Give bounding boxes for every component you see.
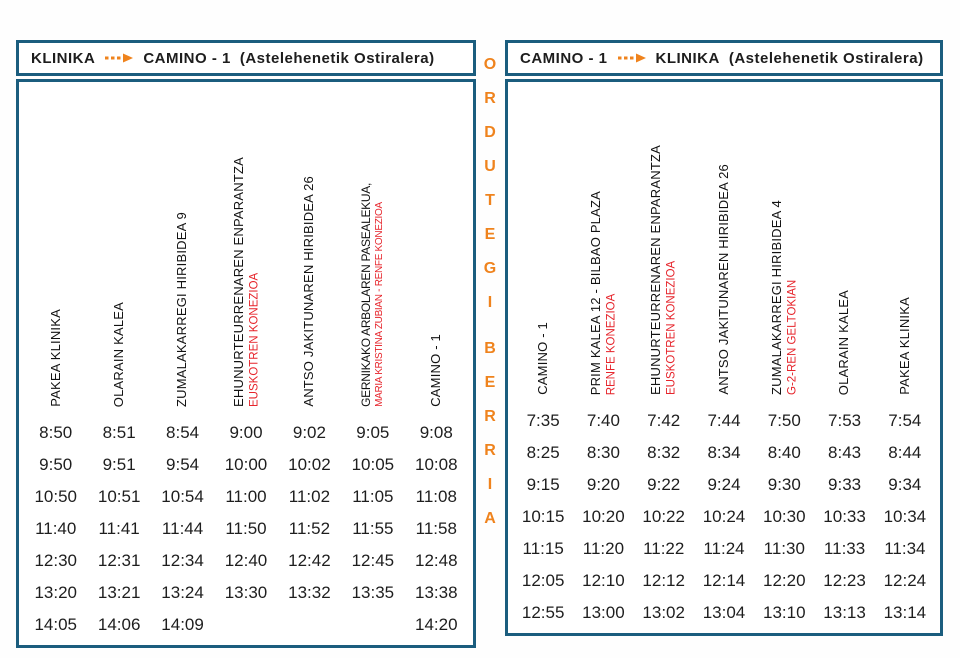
banner-letter: I xyxy=(487,294,493,311)
stop-name: ANTSO JAKITUNAREN HIRIBIDEA 26 xyxy=(715,164,731,395)
route-from: KLINIKA xyxy=(31,49,96,67)
stops-header-row xyxy=(24,88,468,417)
departure-rows xyxy=(513,405,935,629)
time-cell: 13:30 xyxy=(224,583,268,602)
time-cell: 12:14 xyxy=(702,571,746,590)
time-cell: 7:40 xyxy=(586,411,620,430)
time-cell: 12:40 xyxy=(224,551,268,570)
banner-letter: T xyxy=(485,192,495,209)
time-cell: 8:40 xyxy=(767,443,801,462)
time-cell: 11:15 xyxy=(522,539,564,558)
stop-label xyxy=(648,145,679,395)
time-cell: 10:54 xyxy=(161,487,204,506)
stop-connection-note: G-2-REN GELTOKIAN xyxy=(786,279,799,395)
time-cell: 8:34 xyxy=(707,443,741,462)
time-cell: 13:14 xyxy=(883,603,927,622)
timetable-row xyxy=(24,417,468,449)
time-cell: 14:20 xyxy=(415,615,458,634)
route-title-right xyxy=(505,40,943,76)
time-cell: 9:05 xyxy=(356,423,390,442)
stop-name: PAKEA KLINIKA xyxy=(47,309,63,407)
time-cell: 10:20 xyxy=(582,507,625,526)
stop-name: EHUNURTEURRENAREN ENPARANTZA xyxy=(648,145,664,395)
time-cell: 9:22 xyxy=(647,475,681,494)
route-to: CAMINO - 1 xyxy=(143,49,231,67)
time-cell: 11:40 xyxy=(35,519,77,538)
time-cell: 10:50 xyxy=(34,487,77,506)
timetable-row xyxy=(513,405,935,437)
stop-header-cell xyxy=(405,88,468,417)
time-cell: 10:34 xyxy=(883,507,927,526)
stop-label xyxy=(836,290,852,395)
time-cell: 10:33 xyxy=(823,507,866,526)
time-cell: 9:51 xyxy=(102,455,136,474)
time-cell: 12:42 xyxy=(288,551,331,570)
stop-label xyxy=(174,212,190,407)
banner-letter: R xyxy=(484,408,496,425)
time-cell: 12:55 xyxy=(521,603,565,622)
time-cell: 13:32 xyxy=(288,583,331,602)
time-cell: 13:10 xyxy=(763,603,806,622)
time-cell: 12:23 xyxy=(823,571,866,590)
time-cell: 9:33 xyxy=(828,475,862,494)
time-cell: 13:24 xyxy=(161,583,204,602)
stop-name: ZUMALAKARREGI HIRIBIDEA 4 xyxy=(768,200,784,395)
banner-letter: O xyxy=(483,56,497,73)
time-cell: 10:24 xyxy=(702,507,746,526)
stop-label xyxy=(588,191,619,395)
stop-header-cell xyxy=(694,88,754,405)
timetable-row xyxy=(513,469,935,501)
time-cell: 10:08 xyxy=(415,455,458,474)
stop-connection-note: RENFE KONEZIOA xyxy=(605,293,618,395)
ordutegi-berria-banner xyxy=(476,57,504,527)
route-title-left xyxy=(16,40,476,76)
time-cell: 9:30 xyxy=(767,475,801,494)
stop-header-cell xyxy=(573,88,633,405)
time-cell: 13:38 xyxy=(415,583,458,602)
stop-connection-note: MARIA KRISTINA ZUBIAN - RENFE KONEZIOA xyxy=(374,202,386,407)
stop-label xyxy=(48,309,64,407)
timetable-row xyxy=(24,449,468,481)
time-cell: 9:54 xyxy=(166,455,200,474)
time-cell: 13:13 xyxy=(823,603,866,622)
time-cell: 13:21 xyxy=(97,583,141,602)
stop-header-cell xyxy=(513,88,573,405)
banner-letter: I xyxy=(487,476,493,493)
stop-label xyxy=(769,200,800,395)
stop-header-cell xyxy=(151,88,214,417)
timetable-row xyxy=(24,545,468,577)
stop-label xyxy=(716,164,732,395)
stop-name: OLARAIN KALEA xyxy=(111,301,126,407)
time-cell: 8:30 xyxy=(586,443,620,462)
timetable-row xyxy=(513,565,935,597)
banner-letter: R xyxy=(484,442,496,459)
stops-header-row xyxy=(513,88,935,405)
time-cell: 9:24 xyxy=(707,475,741,494)
banner-letter: G xyxy=(483,260,497,277)
timetable-row xyxy=(513,533,935,565)
banner-letter: B xyxy=(484,340,496,357)
time-cell: 8:43 xyxy=(828,443,862,462)
time-cell: 10:22 xyxy=(642,507,685,526)
route-from: CAMINO - 1 xyxy=(520,49,608,67)
time-cell: 11:08 xyxy=(415,487,457,506)
time-cell: 9:02 xyxy=(292,423,326,442)
time-cell: 11:02 xyxy=(288,487,331,506)
route-days-note: (Astelehenetik Ostiralera) xyxy=(728,49,924,67)
stop-name: GERNIKAKO ARBOLAREN PASEALEKUA, xyxy=(359,183,374,407)
time-cell: 8:25 xyxy=(526,443,560,462)
banner-word xyxy=(484,341,496,527)
time-cell: 9:20 xyxy=(586,475,620,494)
timetable-row xyxy=(24,481,468,513)
timetable-row xyxy=(513,437,935,469)
stop-header-cell xyxy=(634,88,694,405)
time-cell: 7:50 xyxy=(767,411,801,430)
time-cell: 8:32 xyxy=(647,443,681,462)
stop-header-cell xyxy=(754,88,814,405)
time-cell: 12:05 xyxy=(521,571,565,590)
stop-connection-note: EUSKOTREN KONEZIOA xyxy=(247,272,260,407)
stop-header-cell xyxy=(814,88,874,405)
banner-letter: E xyxy=(484,226,496,243)
time-cell: 8:50 xyxy=(39,423,73,442)
stop-name: PAKEA KLINIKA xyxy=(896,297,912,395)
time-cell: 12:24 xyxy=(883,571,927,590)
time-cell: 13:35 xyxy=(351,583,395,602)
time-cell: 14:06 xyxy=(97,615,141,634)
time-cell: 11:34 xyxy=(884,539,926,558)
time-cell: 11:41 xyxy=(98,519,140,538)
time-cell: 13:04 xyxy=(702,603,746,622)
time-cell: 10:02 xyxy=(288,455,331,474)
time-cell: 12:31 xyxy=(97,551,141,570)
stop-name: ZUMALAKARREGI HIRIBIDEA 9 xyxy=(174,212,190,407)
time-cell: 11:50 xyxy=(225,519,267,538)
stop-name: PRIM KALEA 12 - BILBAO PLAZA xyxy=(588,190,604,395)
time-cell: 12:12 xyxy=(642,571,685,590)
timetable-row xyxy=(513,597,935,629)
stop-connection-note: EUSKOTREN KONEZIOA xyxy=(665,260,678,395)
time-cell: 11:00 xyxy=(225,487,267,506)
time-cell: 11:30 xyxy=(763,539,805,558)
time-cell: 10:05 xyxy=(351,455,395,474)
time-cell: 9:08 xyxy=(419,423,453,442)
time-cell: 14:05 xyxy=(34,615,77,634)
time-cell: 8:51 xyxy=(102,423,136,442)
stop-name: CAMINO - 1 xyxy=(535,322,551,395)
timetable-row xyxy=(24,513,468,545)
time-cell: 11:22 xyxy=(643,539,685,558)
stop-label xyxy=(111,302,127,407)
time-cell: 13:00 xyxy=(582,603,625,622)
time-cell: 8:54 xyxy=(166,423,200,442)
time-cell: 7:42 xyxy=(647,411,681,430)
stop-header-cell xyxy=(875,88,935,405)
time-cell: 11:05 xyxy=(352,487,394,506)
time-cell: 9:34 xyxy=(888,475,922,494)
stop-label xyxy=(359,183,387,407)
route-to: KLINIKA xyxy=(655,49,720,67)
time-cell: 9:00 xyxy=(229,423,263,442)
time-cell: 11:44 xyxy=(161,519,204,538)
time-cell: 12:20 xyxy=(763,571,806,590)
time-cell: 12:30 xyxy=(34,551,77,570)
time-cell: 7:54 xyxy=(888,411,922,430)
time-cell: 11:20 xyxy=(582,539,625,558)
time-cell: 12:10 xyxy=(582,571,625,590)
stop-label xyxy=(231,157,262,407)
stop-header-cell xyxy=(341,88,404,417)
time-cell: 8:44 xyxy=(888,443,922,462)
time-cell: 13:02 xyxy=(642,603,685,622)
time-cell: 10:00 xyxy=(224,455,268,474)
banner-letter: D xyxy=(484,124,496,141)
time-cell: 11:24 xyxy=(703,539,745,558)
banner-letter: R xyxy=(484,90,496,107)
time-cell: 12:45 xyxy=(351,551,395,570)
time-cell: 9:15 xyxy=(526,475,560,494)
stop-name: ANTSO JAKITUNAREN HIRIBIDEA 26 xyxy=(301,176,317,407)
time-cell: 11:55 xyxy=(352,519,394,538)
timetable-row xyxy=(24,577,468,609)
time-cell: 7:44 xyxy=(707,411,741,430)
stop-name: OLARAIN KALEA xyxy=(836,289,852,395)
time-cell: 11:58 xyxy=(415,519,457,538)
timetable-body-right xyxy=(505,79,943,636)
departure-rows xyxy=(24,417,468,641)
route-days-note: (Astelehenetik Ostiralera) xyxy=(239,49,435,67)
banner-letter: E xyxy=(484,374,496,391)
banner-word xyxy=(484,57,496,311)
stop-label xyxy=(535,322,551,395)
time-cell: 14:09 xyxy=(161,615,204,634)
stop-label xyxy=(897,297,913,395)
timetable-row xyxy=(24,609,468,641)
time-cell: 13:20 xyxy=(34,583,77,602)
banner-letter: A xyxy=(484,510,496,527)
time-cell: 10:15 xyxy=(521,507,565,526)
time-cell: 10:30 xyxy=(763,507,806,526)
dashed-arrow-icon xyxy=(617,53,647,63)
stop-header-cell xyxy=(87,88,150,417)
stop-header-cell xyxy=(214,88,277,417)
time-cell: 9:50 xyxy=(39,455,73,474)
stop-header-cell xyxy=(278,88,341,417)
time-cell: 12:48 xyxy=(415,551,458,570)
stop-name: EHUNURTEURRENAREN ENPARANTZA xyxy=(230,157,246,407)
stop-label xyxy=(301,176,317,407)
timetable-body-left xyxy=(16,79,476,648)
time-cell: 7:35 xyxy=(526,411,560,430)
dashed-arrow-icon xyxy=(104,53,134,63)
stop-name: CAMINO - 1 xyxy=(428,334,444,407)
stop-label xyxy=(428,334,444,407)
time-cell: 10:51 xyxy=(97,487,141,506)
banner-letter: U xyxy=(484,158,496,175)
timetable-row xyxy=(513,501,935,533)
time-cell: 11:33 xyxy=(823,539,866,558)
time-cell: 12:34 xyxy=(161,551,204,570)
time-cell: 7:53 xyxy=(828,411,862,430)
time-cell: 11:52 xyxy=(288,519,331,538)
stop-header-cell xyxy=(24,88,87,417)
